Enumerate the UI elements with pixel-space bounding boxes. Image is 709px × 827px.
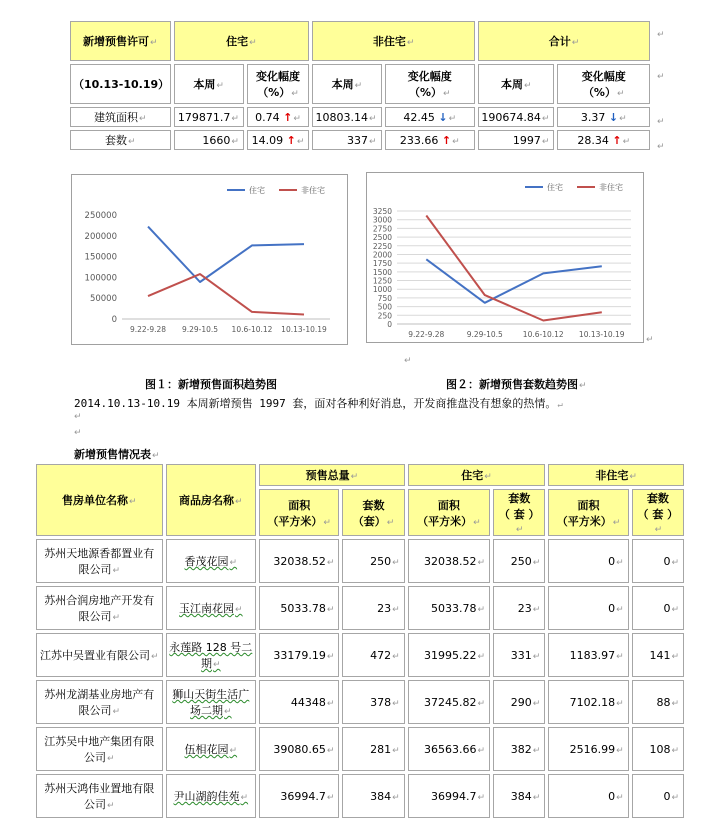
total-units: 472 ↵ bbox=[342, 633, 404, 677]
y-tick-label: 0 bbox=[111, 315, 117, 325]
total-area: 39080.65 ↵ bbox=[259, 727, 339, 771]
arrow-down-icon: ↓ bbox=[438, 110, 448, 124]
row-label: 套数 ↵ bbox=[70, 130, 171, 150]
header-presale-total: 预售总量 ↵ bbox=[259, 464, 405, 486]
summary-paragraph: 2014.10.13-10.19 本周新增预售 1997 套，面对各种利好消息，开发商推盘没有想象的热情。 ↵ bbox=[74, 395, 563, 411]
seller-name: 江苏中吴置业有限公司 ↵ bbox=[36, 633, 163, 677]
x-tick-label: 9.29-10.5 bbox=[466, 330, 503, 339]
project-name: 香茂花园 ↵ bbox=[166, 539, 256, 583]
cell-value: 179871.7 ↵ bbox=[174, 107, 244, 127]
arrow-up-icon: ↑ bbox=[283, 110, 293, 124]
res-area: 31995.22 ↵ bbox=[408, 633, 490, 677]
arrow-up-icon: ↑ bbox=[612, 133, 622, 147]
cell-value: 10803.14 ↵ bbox=[312, 107, 381, 127]
table-row bbox=[36, 586, 684, 630]
cell-value: 1997 ↵ bbox=[478, 130, 554, 150]
y-tick-label: 50000 bbox=[89, 294, 117, 305]
sub-week: 本周 ↵ bbox=[478, 64, 554, 104]
non-units: 0 ↵ bbox=[632, 774, 684, 818]
y-tick-label: 250000 bbox=[84, 211, 117, 221]
non-area: 0 ↵ bbox=[548, 586, 628, 630]
project-name: 尹山湖韵佳苑 ↵ bbox=[166, 774, 256, 818]
figure-2-caption: 图２：新增预售套数趋势图 ↵ bbox=[446, 376, 587, 392]
cell-change: 14.09 ↑ ↵ bbox=[247, 130, 309, 150]
area-trend-chart bbox=[72, 175, 347, 344]
seller-name: 苏州合润房地产开发有限公司 ↵ bbox=[36, 586, 163, 630]
header-residential: 住宅 ↵ bbox=[174, 21, 310, 61]
res-units: 23 ↵ bbox=[493, 586, 545, 630]
res-units: 290 ↵ bbox=[493, 680, 545, 724]
figure-1-caption: 图１：新增预售面积趋势图 bbox=[145, 378, 277, 391]
legend-label: 非住宅 bbox=[599, 183, 623, 192]
table-row bbox=[36, 633, 684, 677]
res-area: 32038.52 ↵ bbox=[408, 539, 490, 583]
total-area: 33179.19 ↵ bbox=[259, 633, 339, 677]
y-tick-label: 750 bbox=[377, 293, 392, 303]
y-tick-label: 0 bbox=[387, 320, 392, 329]
header-non-residential: 非住宅 ↵ bbox=[548, 464, 684, 486]
cell-value: 190674.84 ↵ bbox=[478, 107, 554, 127]
res-units: 331 ↵ bbox=[493, 633, 545, 677]
table-row bbox=[36, 727, 684, 771]
total-units: 378 ↵ bbox=[342, 680, 404, 724]
y-tick-label: 1250 bbox=[372, 276, 392, 286]
header-seller: 售房单位名称 ↵ bbox=[36, 464, 163, 536]
sub-week: 本周 ↵ bbox=[174, 64, 244, 104]
table-row bbox=[70, 130, 650, 150]
cell-change: 0.74 ↑ ↵ bbox=[247, 107, 309, 127]
sub-week: 本周 ↵ bbox=[312, 64, 381, 104]
arrow-up-icon: ↑ bbox=[286, 133, 296, 147]
header-units: 套数 （ 套 ） ↵ bbox=[632, 489, 684, 536]
sub-change: 变化幅度 （%） ↵ bbox=[385, 64, 475, 104]
res-area: 36563.66 ↵ bbox=[408, 727, 490, 771]
res-area: 37245.82 ↵ bbox=[408, 680, 490, 724]
section-title: 新增预售情况表 ↵ bbox=[74, 446, 160, 462]
y-tick-label: 2000 bbox=[372, 250, 392, 260]
cell-change: 42.45 ↓ ↵ bbox=[385, 107, 475, 127]
presale-detail-table bbox=[33, 461, 687, 821]
non-area: 1183.97 ↵ bbox=[548, 633, 628, 677]
table-corner-title: 新增预售许可 ↵ bbox=[70, 21, 171, 61]
total-area: 32038.52 ↵ bbox=[259, 539, 339, 583]
y-tick-label: 200000 bbox=[84, 231, 117, 242]
non-area: 2516.99 ↵ bbox=[548, 727, 628, 771]
total-units: 250 ↵ bbox=[342, 539, 404, 583]
non-units: 141 ↵ bbox=[632, 633, 684, 677]
x-tick-label: 9.22-9.28 bbox=[408, 330, 445, 339]
series-line-residential bbox=[148, 227, 304, 282]
y-tick-label: 150000 bbox=[84, 252, 117, 263]
total-area: 44348 ↵ bbox=[259, 680, 339, 724]
res-units: 382 ↵ bbox=[493, 727, 545, 771]
series-line-non-residential bbox=[148, 274, 304, 314]
header-area: 面积 （平方米） ↵ bbox=[259, 489, 339, 536]
presale-summary-table bbox=[67, 18, 653, 153]
table-row bbox=[70, 107, 650, 127]
total-area: 5033.78 ↵ bbox=[259, 586, 339, 630]
cell-change: 3.37 ↓ ↵ bbox=[557, 107, 650, 127]
seller-name: 苏州龙湖基业房地产有限公司 ↵ bbox=[36, 680, 163, 724]
cell-value: 1660 ↵ bbox=[174, 130, 244, 150]
table-row bbox=[36, 680, 684, 724]
cell-value: 337 ↵ bbox=[312, 130, 381, 150]
non-area: 0 ↵ bbox=[548, 774, 628, 818]
y-tick-label: 3250 bbox=[372, 207, 392, 216]
header-area: 面积 （平方米） ↵ bbox=[548, 489, 628, 536]
res-units: 384 ↵ bbox=[493, 774, 545, 818]
res-area: 36994.7 ↵ bbox=[408, 774, 490, 818]
legend-label: 住宅 bbox=[249, 186, 265, 195]
row-label: 建筑面积 ↵ bbox=[70, 107, 171, 127]
project-name: 狮山天街生活广场二期 ↵ bbox=[166, 680, 256, 724]
legend-label: 住宅 bbox=[547, 183, 563, 192]
y-tick-label: 100000 bbox=[84, 273, 117, 284]
project-name: 伍相花园 ↵ bbox=[166, 727, 256, 771]
y-tick-label: 2500 bbox=[372, 233, 392, 243]
header-residential: 住宅 ↵ bbox=[408, 464, 546, 486]
res-area: 5033.78 ↵ bbox=[408, 586, 490, 630]
cell-change: 28.34 ↑ ↵ bbox=[557, 130, 650, 150]
non-units: 0 ↵ bbox=[632, 539, 684, 583]
x-tick-label: 9.22-9.28 bbox=[129, 325, 167, 334]
res-units: 250 ↵ bbox=[493, 539, 545, 583]
project-name: 永莲路 128 号二期 ↵ bbox=[166, 633, 256, 677]
non-units: 108 ↵ bbox=[632, 727, 684, 771]
y-tick-label: 1500 bbox=[372, 267, 392, 277]
units-trend-chart bbox=[367, 173, 643, 342]
period-label: （10.13-10.19） bbox=[70, 64, 171, 104]
y-tick-label: 250 bbox=[377, 311, 392, 321]
y-tick-label: 2250 bbox=[372, 241, 392, 251]
series-line-non-residential bbox=[426, 216, 602, 321]
header-non-residential: 非住宅 ↵ bbox=[312, 21, 475, 61]
total-units: 23 ↵ bbox=[342, 586, 404, 630]
header-project: 商品房名称 ↵ bbox=[166, 464, 256, 536]
non-area: 7102.18 ↵ bbox=[548, 680, 628, 724]
header-units: 套数 （ 套 ） ↵ bbox=[493, 489, 545, 536]
total-units: 281 ↵ bbox=[342, 727, 404, 771]
table-row bbox=[36, 774, 684, 818]
y-tick-label: 2750 bbox=[372, 224, 392, 234]
y-tick-label: 500 bbox=[377, 302, 392, 312]
chart-area-trend bbox=[71, 174, 348, 345]
table-row bbox=[36, 539, 684, 583]
x-tick-label: 9.29-10.5 bbox=[181, 325, 219, 334]
total-units: 384 ↵ bbox=[342, 774, 404, 818]
x-tick-label: 10.6-10.12 bbox=[522, 330, 564, 339]
x-tick-label: 10.6-10.12 bbox=[231, 325, 273, 334]
x-tick-label: 10.13-10.19 bbox=[578, 330, 625, 339]
y-tick-label: 3000 bbox=[372, 215, 392, 225]
project-name: 玉江南花园 ↵ bbox=[166, 586, 256, 630]
chart-units-trend bbox=[366, 172, 644, 343]
legend-label: 非住宅 bbox=[301, 186, 325, 195]
cell-change: 233.66 ↑ ↵ bbox=[385, 130, 475, 150]
non-units: 0 ↵ bbox=[632, 586, 684, 630]
seller-name: 苏州天地源香都置业有限公司 ↵ bbox=[36, 539, 163, 583]
header-units: 套数 （套） ↵ bbox=[342, 489, 404, 536]
seller-name: 江苏吴中地产集团有限公司 ↵ bbox=[36, 727, 163, 771]
header-area: 面积 （平方米） ↵ bbox=[408, 489, 490, 536]
x-tick-label: 10.13-10.19 bbox=[281, 325, 327, 334]
y-tick-label: 1750 bbox=[372, 259, 392, 269]
y-tick-label: 1000 bbox=[372, 285, 392, 295]
seller-name: 苏州天鸿伟业置地有限公司 ↵ bbox=[36, 774, 163, 818]
sub-change: 变化幅度 （%） ↵ bbox=[557, 64, 650, 104]
header-total: 合计 ↵ bbox=[478, 21, 650, 61]
arrow-down-icon: ↓ bbox=[608, 110, 619, 124]
non-units: 88 ↵ bbox=[632, 680, 684, 724]
total-area: 36994.7 ↵ bbox=[259, 774, 339, 818]
series-line-residential bbox=[426, 259, 602, 303]
sub-change: 变化幅度 （%） ↵ bbox=[247, 64, 309, 104]
non-area: 0 ↵ bbox=[548, 539, 628, 583]
arrow-up-icon: ↑ bbox=[441, 133, 452, 147]
